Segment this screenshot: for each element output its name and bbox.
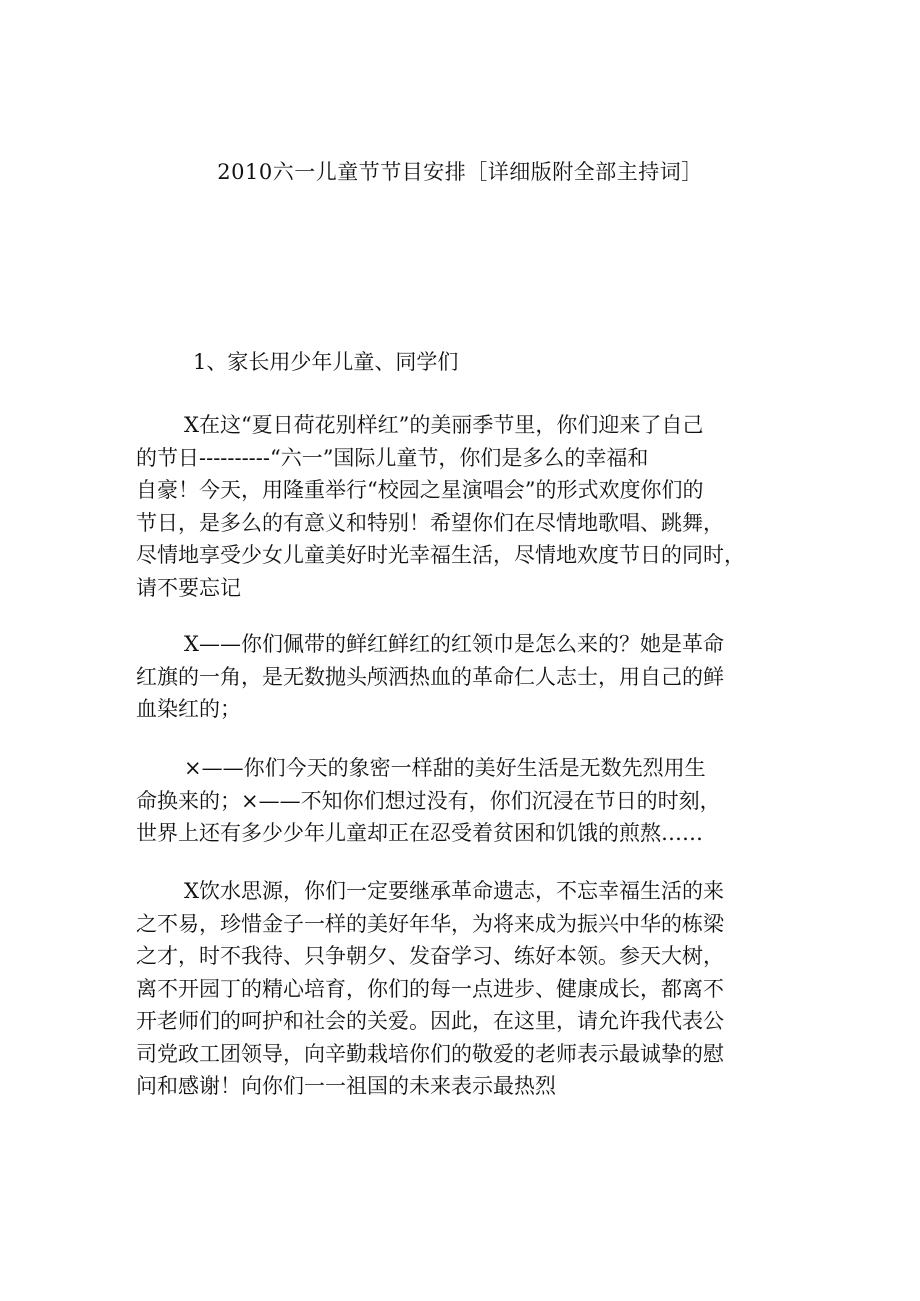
paragraph-line: 红旗的一角，是无数抛头颅洒热血的革命仁人志士，用自己的鲜 [136,664,724,689]
paragraph-line: 节日，是多么的有意义和特别！希望你们在尽情地歌唱、跳舞， [136,510,724,535]
paragraph-line: 世界上还有多少少年儿童却正在忍受着贫困和饥饿的煎熬…… [136,821,703,845]
paragraph-line: 问和感谢！向你们一一祖国的未来表示最热烈 [136,1074,556,1098]
paragraph-line: ×——你们今天的象密一样甜的美好生活是无数先烈用生 [184,756,706,780]
paragraph-line: 离不开园丁的精心培育，你们的每一点进步、健康成长，都离不 [136,976,724,1001]
paragraph-line: 请不要忘记 [136,575,241,600]
paragraph-line: 开老师们的呵护和社会的关爱。因此，在这里，请允许我代表公 [136,1009,724,1033]
paragraph-line: X——你们佩带的鲜红鲜红的红领巾是怎么来的？她是革命 [184,632,724,656]
section-heading: 1、家长用少年儿童、同学们 [193,350,459,374]
paragraph-line: X饮水思源，你们一定要继承革命遗志，不忘幸福生活的来 [184,879,724,903]
paragraph-line: 尽情地享受少女儿童美好时光幸福生活，尽情地欢度节日的同时， [136,543,745,567]
paragraph-line: 血染红的； [136,697,241,721]
paragraph-4 [136,875,806,1103]
paragraph-3 [136,752,806,850]
paragraph-line: 命换来的；×——不知你们想过没有，你们沉浸在节日的时刻， [136,788,721,813]
paragraph-2 [136,628,806,726]
paragraph-line: X在这“夏日荷花别样红”的美丽季节里，你们迎来了自己 [184,413,704,437]
paragraph-line: 之不易，珍惜金子一样的美好年华，为将来成为振兴中华的栋梁 [136,911,724,936]
paragraph-line: 之才，时不我待、只争朝夕、发奋学习、练好本领。参天大树， [136,944,724,968]
document-title: 2010六一儿童节节目安排［详细版附全部主持词］ [217,160,703,184]
paragraph-line: 的节日----------“六一”国际儿童节，你们是多么的幸福和 [136,445,649,470]
paragraph-line: 自豪！今天，用隆重举行“校园之星演唱会”的形式欢度你们的 [136,478,704,502]
paragraph-1 [136,409,806,604]
paragraph-line: 司党政工团领导，向辛勤栽培你们的敬爱的老师表示最诚挚的慰 [136,1041,724,1066]
